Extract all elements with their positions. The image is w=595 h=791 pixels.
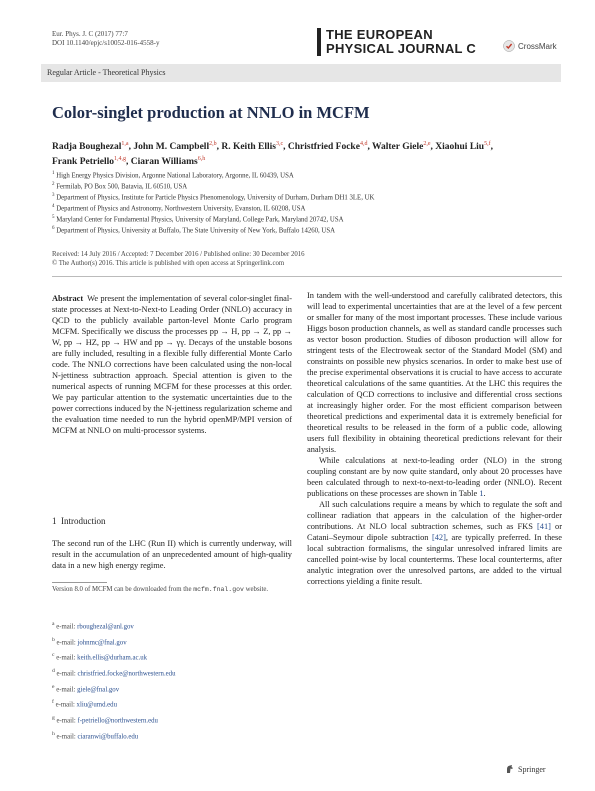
body-paragraph (307, 499, 562, 587)
crossmark-icon (503, 40, 515, 52)
intro-paragraph: The second run of the LHC (Run II) which is currently underway, will result in the accumulation of an unprecedented amount of high-quality data in a new high energy regime. (52, 539, 292, 570)
right-column (307, 290, 562, 587)
email-item (52, 665, 292, 681)
author-affiliation-marker[interactable]: 1,a (121, 141, 129, 147)
publisher-name: Springer (518, 764, 546, 774)
abstract (52, 293, 292, 436)
email-item (52, 618, 292, 634)
email-link[interactable]: f-petriello@northwestern.edu (77, 717, 158, 725)
affiliation-number: 2 (52, 181, 55, 187)
author-name: Frank Petriello (52, 157, 114, 168)
email-key: e (52, 683, 55, 690)
abstract-text: We present the implementation of several color-singlet final-state processes at Next-to-Next-to Leading Order (NNLO) accuracy in QCD to the publicly available parton-level Monte Carlo program MCFM. Specifically we discuss the processes pp → H, pp → Z, pp → W, pp → HZ, pp → HW and pp → γγ. Decays of the unstable bosons are fully included, resulting in a flexible fully differential Monte Carlo code. The NNLO corrections have been calculated using the non-local N-jettiness subtraction approach. Special attention is given to the numerical aspects of running MCFM for these processes at this order. We pay particular attention to the systematic uncertainties due to the power corrections induced by the N-jettiness regularization scheme and the evaluation time needed to run the hybrid openMP/MPI version of MCFM at NNLO on multi-processor systems. (52, 294, 292, 435)
footnote-text-end: website. (243, 586, 269, 593)
affiliation-number: 3 (52, 192, 55, 198)
body-text: While calculations at next-to-leading order (NLO) in the strong coupling constant are by now quite standard, only about 20 processes have been calculated through to next-to-next-to-leading order (NNLO). Recent publications on these processes are shown in Table (307, 456, 562, 498)
author-name: Xiaohui Liu (435, 142, 485, 153)
author-name: John M. Campbell (133, 142, 210, 153)
dates-line: Received: 14 July 2016 / Accepted: 7 December 2016 / Published online: 30 December 2016 (52, 251, 305, 258)
email-label: e-mail: (56, 623, 78, 631)
affiliation-number: 5 (52, 214, 55, 220)
email-key: h (52, 730, 55, 737)
email-key: d (52, 668, 55, 675)
author-name: Ciaran Williams (130, 157, 198, 168)
body-text: , are typically preferred. In these local subtraction formalisms, the singular unresolved infrared limits are cancelled point-wise by local counterterms. These local counterterms, after analytic integration over the unresolved partons, are added to the virtual corrections yielding a finite result. (307, 533, 562, 586)
email-item (52, 696, 292, 712)
citation-link[interactable]: [42] (431, 533, 446, 542)
author-affiliation-marker[interactable]: 3,c (275, 141, 284, 147)
affiliations (52, 170, 552, 236)
email-label: e-mail: (56, 685, 78, 693)
author-affiliation-marker[interactable]: 2,b (209, 141, 217, 147)
publisher-logo (505, 764, 546, 774)
author-name: R. Keith Ellis (221, 142, 276, 153)
email-link[interactable]: christfried.focke@northwestern.edu (77, 670, 176, 678)
email-item (52, 634, 292, 650)
email-list (52, 618, 292, 743)
author-line-1: Radja Boughezal$^{1,a}$, John M. Campbell$^{2,b}$, R. Keith Ellis$^{3,c}$, Christfried Focke$^{4,d}$, Walter Giele$^{2,e}$, Xiaohui Liu$^{5,f}$, (52, 141, 493, 153)
affiliation-number: 4 (52, 203, 55, 209)
author-name: Radja Boughezal (52, 142, 122, 153)
footnote-url[interactable]: mcfm.fnal.gov (193, 586, 244, 593)
journal-citation (52, 30, 159, 48)
email-link[interactable]: ciaranwi@buffalo.edu (77, 732, 139, 740)
email-label: e-mail: (56, 670, 78, 678)
citation-line: Eur. Phys. J. C (2017) 77:7 (52, 30, 128, 38)
section-title: Introduction (61, 516, 106, 526)
author-affiliation-marker[interactable]: 6,h (197, 156, 206, 163)
article-type-band (41, 64, 561, 82)
email-label: e-mail: (56, 654, 78, 662)
journal-name-line2: PHYSICAL JOURNAL C (326, 41, 477, 56)
footnote-text: Version 8.0 of MCFM can be downloaded from the (52, 586, 194, 593)
affiliation-item (52, 170, 552, 181)
affiliation-item (52, 181, 552, 192)
body-text: All such calculations require a means by which to regulate the soft and collinear radiation that appears in the calculation of the higher-order contributions. At NLO local subtraction schemes, such as FKS (307, 500, 562, 531)
email-key: c (52, 652, 55, 659)
email-item (52, 712, 292, 728)
affiliation-item (52, 214, 552, 225)
publication-dates (52, 250, 305, 268)
affiliation-text: Department of Physics, Institute for Particle Physics Phenomenology, University of Durham, Durham DH1 3LE, UK (56, 194, 375, 202)
journal-name-line1: THE EUROPEAN (326, 27, 433, 42)
journal-logo-bar (317, 28, 321, 56)
email-key: b (52, 636, 55, 643)
email-link[interactable]: rboughezal@anl.gov (77, 623, 134, 631)
crossmark-badge[interactable] (503, 40, 557, 52)
crossmark-label: CrossMark (518, 41, 557, 51)
affiliation-item (52, 203, 552, 214)
affiliation-text: High Energy Physics Division, Argonne National Laboratory, Argonne, IL 60439, USA (56, 172, 294, 180)
author-affiliation-marker[interactable]: 4,d (359, 141, 368, 147)
body-text: or Catani–Seymour dipole subtraction (307, 522, 562, 542)
affiliation-item (52, 225, 552, 236)
email-item (52, 728, 292, 744)
article-type: Regular Article - Theoretical Physics (47, 68, 166, 77)
body-paragraph: In tandem with the well-understood and carefully calibrated detectors, this will lead to experimental uncertainties that are at the level of a few percent or smaller for many of the most important processes. These include various Higgs boson production channels, as well as standard candle processes such as vector boson production. Studies of diboson production will allow for stringent tests of the Electroweak sector of the Standard Model (SM) and constraints on possible new physics scenarios. In order to make best use of the precise experimental observations it is crucial to have access to accurate theoretical calculations of the same quantities. At the LHC this requires the calculation of QCD corrections to inclusive and differential cross sections at increasingly higher order. For the most efficient comparison between theoretical predictions and experimental data it is extremely beneficial for theoretical results to be released in the form of a public code, allowing users full flexibility in obtaining theoretical predictions relevant for their analysis. (307, 291, 562, 454)
email-link[interactable]: keith.ellis@durham.ac.uk (77, 654, 148, 662)
email-label: e-mail: (56, 717, 78, 725)
footnote-divider (52, 582, 107, 583)
body-paragraph (307, 455, 562, 499)
email-item (52, 649, 292, 665)
abstract-label: Abstract (52, 294, 84, 303)
doi-line: DOI 10.1140/epjc/s10052-016-4558-y (52, 39, 160, 47)
header-divider (52, 276, 562, 277)
author-affiliation-marker[interactable]: 2,e (423, 141, 431, 147)
affiliation-item (52, 192, 552, 203)
email-key: g (52, 715, 55, 722)
body-text: . (483, 489, 486, 498)
paper-title: Color-singlet production at NNLO in MCFM (52, 103, 370, 122)
affiliation-text: Maryland Center for Fundamental Physics, University of Maryland, College Park, Maryland 20742, USA (56, 216, 344, 224)
affiliation-text: Department of Physics and Astronomy, Northwestern University, Evanston, IL 60208, USA (56, 205, 306, 213)
springer-horse-icon (505, 764, 515, 774)
author-affiliation-marker[interactable]: 5,f (484, 141, 491, 147)
footnote (52, 585, 292, 594)
email-label: e-mail: (56, 732, 78, 740)
email-label: e-mail: (56, 638, 78, 646)
email-link[interactable]: xliu@umd.edu (76, 701, 117, 709)
email-label: e-mail: (55, 701, 77, 709)
author-name: Walter Giele (372, 142, 424, 153)
author-line-2: Frank Petriello$^{1,4,g}$, Ciaran Williams$^{6,h}$ (52, 156, 206, 168)
copyright-line: © The Author(s) 2016. This article is published with open access at Springerlink.com (52, 260, 285, 267)
table-reference-link[interactable]: 1 (479, 489, 484, 498)
affiliation-text: Department of Physics, University at Buffalo, The State University of New York, Buffalo 14260, USA (56, 227, 336, 235)
email-key: a (52, 621, 55, 627)
affiliation-number: 1 (52, 171, 55, 176)
section-number: 1 (52, 516, 57, 526)
author-affiliation-marker[interactable]: 1,4,g (114, 156, 126, 163)
citation-link[interactable]: [41] (536, 522, 551, 531)
email-link[interactable]: giele@fnal.gov (77, 685, 120, 693)
journal-logo (317, 28, 492, 56)
author-name: Christfried Focke (287, 142, 360, 153)
affiliation-text: Fermilab, PO Box 500, Batavia, IL 60510, USA (56, 183, 188, 191)
email-link[interactable]: johnmc@fnal.gov (77, 638, 127, 646)
affiliation-number: 6 (52, 225, 55, 231)
email-item (52, 681, 292, 697)
email-key: f (52, 699, 54, 706)
author-list (52, 138, 552, 168)
section-heading (52, 516, 106, 526)
